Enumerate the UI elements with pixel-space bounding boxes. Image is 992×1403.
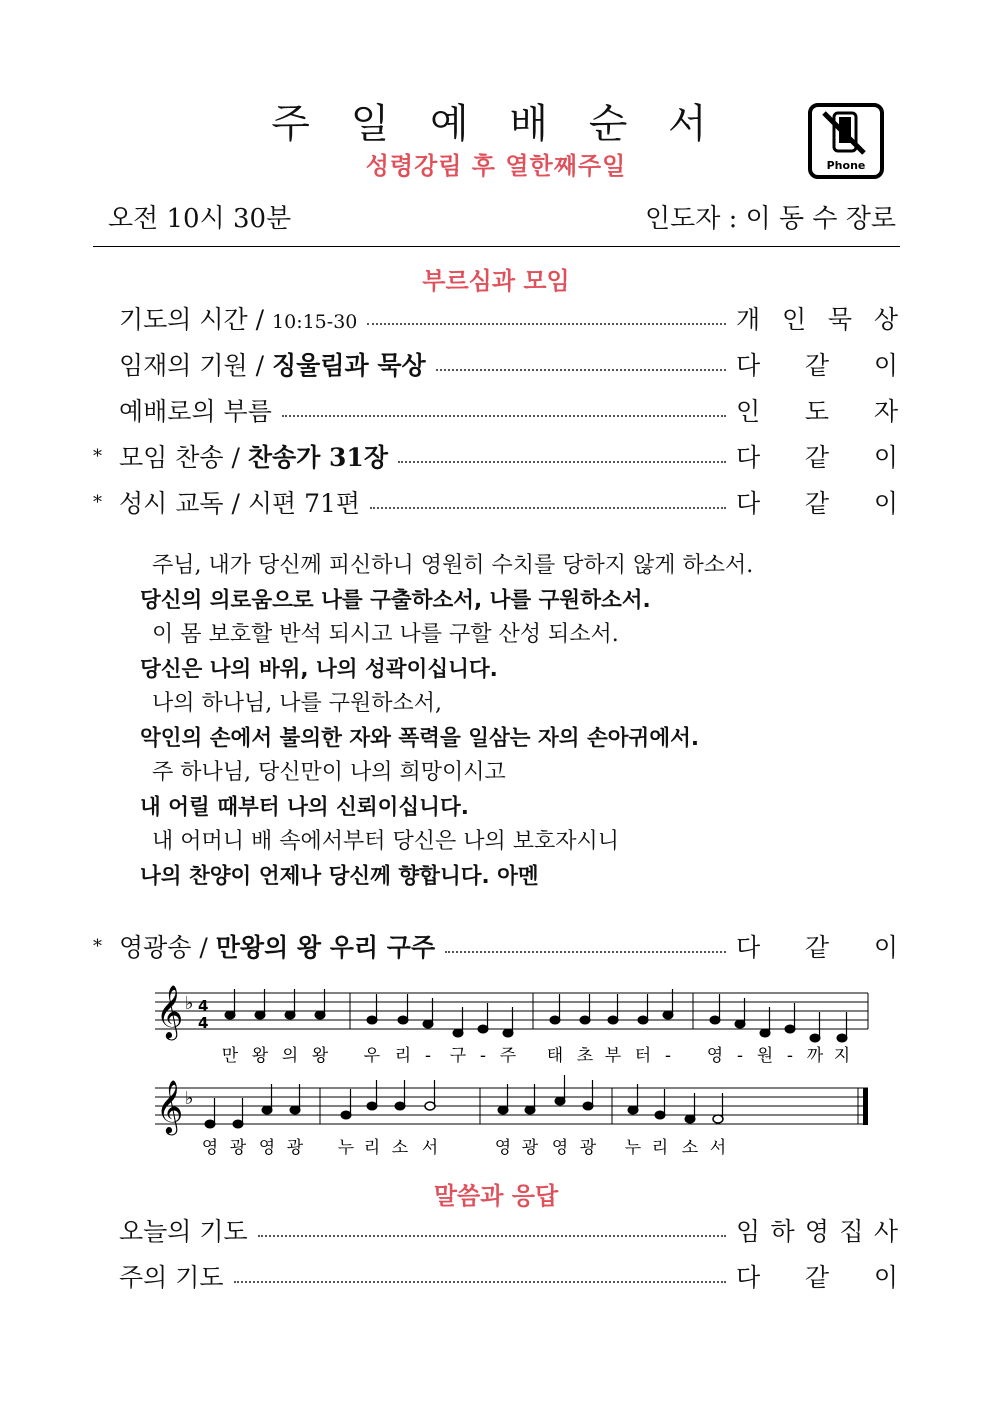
order-item-name: 성시 교독 / 시편 71편 xyxy=(119,489,361,518)
lyric-syllable: 만 xyxy=(221,1046,239,1066)
order-item xyxy=(93,1210,898,1250)
music-note xyxy=(367,1102,377,1110)
standing-mark: * xyxy=(93,935,102,957)
order-item xyxy=(93,344,898,384)
psalm-leader-line: 주 하나님, 당신만이 나의 희망이시고 xyxy=(152,760,506,785)
order-item-detail: 찬송가 31장 xyxy=(247,443,388,472)
music-note xyxy=(735,1020,745,1028)
music-note xyxy=(580,1016,590,1024)
music-note xyxy=(503,1029,513,1037)
service-leader: 인도자 : 이 동 수 장로 xyxy=(644,204,896,234)
music-note xyxy=(367,1016,377,1024)
order-item-who: 다 같 이 xyxy=(736,1263,898,1292)
lyric-syllable: 광 xyxy=(229,1138,247,1158)
lyric-syllable: - xyxy=(736,1046,744,1066)
order-item-name: 기도의 시간 / xyxy=(119,305,273,334)
standing-mark: * xyxy=(93,445,102,467)
lyric-syllable: - xyxy=(479,1046,487,1066)
music-note xyxy=(290,1106,300,1114)
section-heading-calling: 부르심과 모임 xyxy=(422,267,570,295)
lyric-syllable: 누 xyxy=(624,1138,642,1158)
music-note xyxy=(498,1106,508,1114)
order-item-who: 임 하 영 집 사 xyxy=(736,1217,898,1246)
lyric-syllable: 광 xyxy=(521,1138,539,1158)
lyric-syllable: 소 xyxy=(681,1138,699,1158)
page-title: 주 일 예 배 순 서 xyxy=(271,101,721,147)
psalm-leader-line: 주님, 내가 당신께 피신하니 영원히 수치를 당하지 않게 하소서. xyxy=(152,553,754,578)
order-item-name: 예배로의 부름 xyxy=(119,397,272,426)
music-note xyxy=(255,1011,265,1019)
music-note xyxy=(205,1120,215,1128)
psalm-leader-line: 이 몸 보호할 반석 되시고 나를 구할 산성 되소서. xyxy=(152,622,619,647)
phone-icon-label: Phone xyxy=(826,159,866,172)
page-subtitle: 성령강림 후 열한째주일 xyxy=(365,152,627,180)
lyric-syllable: 리 xyxy=(651,1138,669,1158)
lyric-syllable: 광 xyxy=(286,1138,304,1158)
music-note xyxy=(810,1034,820,1042)
music-note xyxy=(608,1016,618,1024)
order-item-name: 오늘의 기도 xyxy=(119,1217,248,1246)
flat-icon: ♭ xyxy=(185,1088,194,1109)
dot-leader xyxy=(445,951,726,953)
music-note xyxy=(341,1111,351,1119)
treble-clef-icon: 𝄞 xyxy=(156,985,184,1038)
order-item xyxy=(93,298,898,338)
order-item xyxy=(93,436,898,476)
lyric-syllable: 리 xyxy=(363,1138,381,1158)
psalm-leader-line: 나의 하나님, 나를 구원하소서, xyxy=(152,691,442,716)
lyric-syllable: 왕 xyxy=(251,1046,269,1066)
lyric-syllable: 누 xyxy=(337,1138,355,1158)
lyric-syllable: - xyxy=(424,1046,432,1066)
order-item xyxy=(93,390,898,430)
dot-leader xyxy=(234,1281,726,1283)
music-note xyxy=(315,1011,325,1019)
order-item-name: 영광송 / xyxy=(119,933,216,962)
order-item-name: 임재의 기원 / xyxy=(119,351,273,380)
lyric-syllable: 소 xyxy=(391,1138,409,1158)
music-note xyxy=(583,1102,593,1110)
lyric-syllable: 영 xyxy=(258,1138,276,1158)
order-item-detail: 10:15-30 xyxy=(272,311,358,333)
psalm-response-line: 나의 찬양이 언제나 당신께 향합니다. 아멘 xyxy=(140,863,539,889)
lyric-syllable: 터 xyxy=(634,1046,652,1066)
service-time: 오전 10시 30분 xyxy=(108,204,292,234)
music-note xyxy=(225,1011,235,1019)
music-note xyxy=(425,1102,435,1110)
music-note xyxy=(453,1029,463,1037)
music-note xyxy=(395,1102,405,1110)
lyric-syllable: 영 xyxy=(494,1138,512,1158)
music-score xyxy=(150,985,880,1165)
order-item-detail: 만왕의 왕 우리 구주 xyxy=(215,933,436,962)
music-note xyxy=(628,1106,638,1114)
lyric-syllable: 영 xyxy=(201,1138,219,1158)
lyric-syllable: 주 xyxy=(499,1046,517,1066)
order-item xyxy=(93,1256,898,1296)
lyric-syllable: 우 xyxy=(363,1046,381,1066)
music-note xyxy=(837,1034,847,1042)
music-note xyxy=(555,1097,565,1105)
music-note xyxy=(655,1111,665,1119)
lyric-syllable: 영 xyxy=(706,1046,724,1066)
psalm-response-line: 내 어릴 때부터 나의 신뢰이십니다. xyxy=(140,794,469,820)
order-item-gloria xyxy=(93,926,898,966)
time-signature-bottom: 4 xyxy=(198,1014,209,1032)
music-note xyxy=(262,1106,272,1114)
lyric-syllable: 구 xyxy=(449,1046,467,1066)
psalm-leader-line: 내 어머니 배 속에서부터 당신은 나의 보호자시니 xyxy=(152,829,620,854)
lyric-syllable: 태 xyxy=(546,1046,564,1066)
music-note xyxy=(638,1016,648,1024)
lyric-syllable: - xyxy=(664,1046,672,1066)
dot-leader xyxy=(436,369,726,371)
music-note xyxy=(478,1025,488,1033)
order-item-name: 주의 기도 xyxy=(119,1263,224,1292)
music-note xyxy=(233,1120,243,1128)
lyric-syllable: 영 xyxy=(551,1138,569,1158)
no-phone-icon xyxy=(808,103,884,179)
psalm-response-line: 악인의 손에서 불의한 자와 폭력을 일삼는 자의 손아귀에서. xyxy=(140,725,700,751)
order-item-who: 다 같 이 xyxy=(736,351,898,380)
order-item-who: 다 같 이 xyxy=(736,489,898,518)
music-note xyxy=(785,1025,795,1033)
order-item-detail: 징울림과 묵상 xyxy=(272,351,426,380)
time-signature-top: 4 xyxy=(198,997,209,1015)
order-item xyxy=(93,482,898,522)
music-note xyxy=(398,1016,408,1024)
lyric-syllable: 지 xyxy=(833,1046,851,1066)
lyric-syllable: 의 xyxy=(281,1046,299,1066)
music-note xyxy=(685,1115,695,1123)
dot-leader xyxy=(282,415,726,417)
treble-clef-icon: 𝄞 xyxy=(156,1079,184,1133)
lyric-syllable: 까 xyxy=(806,1046,824,1066)
music-note xyxy=(423,1020,433,1028)
music-note xyxy=(713,1115,723,1123)
order-item-who: 개 인 묵 상 xyxy=(736,305,898,334)
lyric-syllable: 광 xyxy=(579,1138,597,1158)
music-note xyxy=(285,1011,295,1019)
psalm-response-line: 당신은 나의 바위, 나의 성곽이십니다. xyxy=(140,656,498,682)
order-item-who: 다 같 이 xyxy=(736,443,898,472)
header-divider xyxy=(93,246,900,247)
flat-icon: ♭ xyxy=(185,993,194,1014)
lyric-syllable: 리 xyxy=(394,1046,412,1066)
music-note xyxy=(710,1016,720,1024)
music-note xyxy=(525,1106,535,1114)
dot-leader xyxy=(398,461,726,463)
music-note xyxy=(550,1016,560,1024)
standing-mark: * xyxy=(93,491,102,513)
music-note xyxy=(663,1011,673,1019)
lyric-syllable: 서 xyxy=(421,1138,439,1158)
psalm-response-line: 당신의 의로움으로 나를 구출하소서, 나를 구원하소서. xyxy=(140,587,651,613)
lyric-syllable: 초 xyxy=(576,1046,594,1066)
lyric-syllable: 서 xyxy=(709,1138,727,1158)
lyric-syllable: 부 xyxy=(604,1046,622,1066)
order-item-who: 다 같 이 xyxy=(736,933,898,962)
dot-leader xyxy=(258,1235,726,1237)
lyric-syllable: - xyxy=(786,1046,794,1066)
order-item-name: 모임 찬송 / xyxy=(119,443,248,472)
order-item-who: 인 도 자 xyxy=(736,397,898,426)
lyric-syllable: 왕 xyxy=(311,1046,329,1066)
dot-leader xyxy=(370,507,726,509)
music-note xyxy=(760,1029,770,1037)
section-heading-word: 말씀과 응답 xyxy=(433,1182,559,1210)
dot-leader xyxy=(367,323,726,325)
lyric-syllable: 원 xyxy=(756,1046,774,1066)
